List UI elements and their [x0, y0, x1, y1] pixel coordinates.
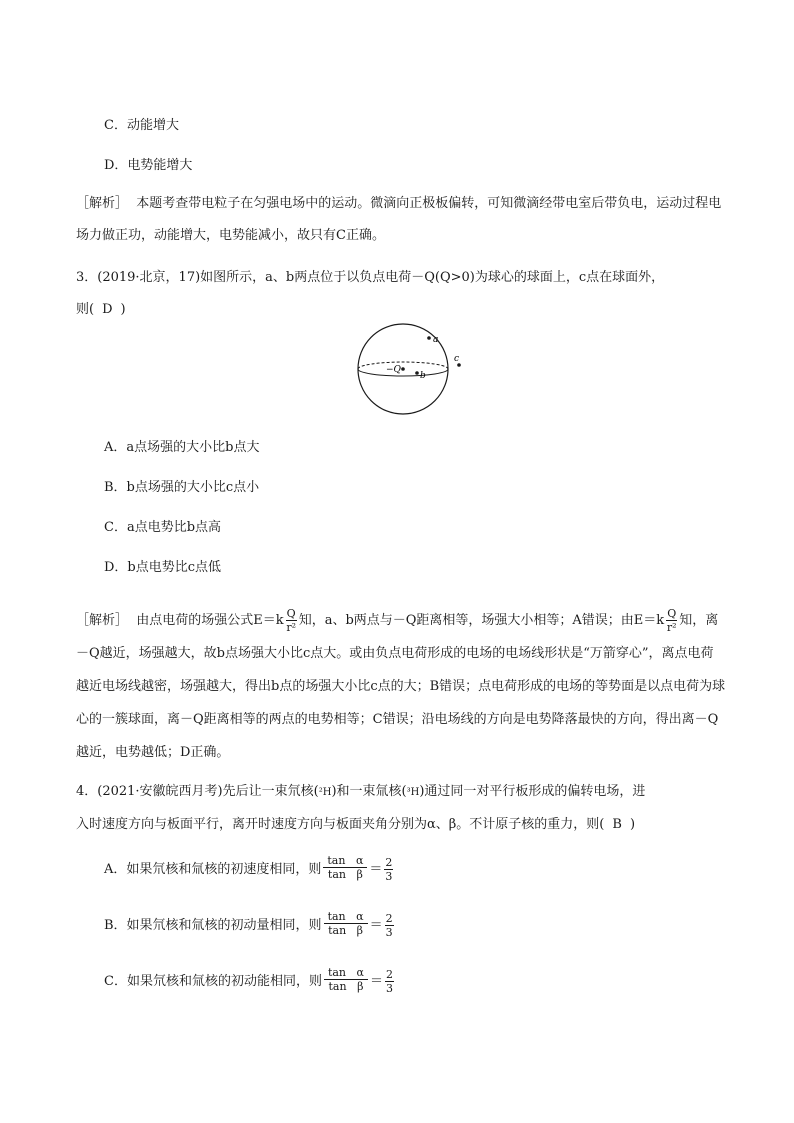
analysis-text-1: 由点电荷的场强公式E＝k [136, 613, 284, 628]
analysis-label: ［解析］ [76, 196, 129, 211]
q2-option-c: C．动能增大 [104, 118, 179, 133]
label-b: b [420, 371, 426, 381]
tan-ratio: $\frac{\text{tan α}}{\text{tan β}}$ [324, 910, 368, 937]
q4-stem-part2: )和一束氚核( [331, 784, 407, 799]
q3-stem-line1: 3．(2019·北京，17)如图所示，a、b两点位于以负点电荷－Q(Q>0)为球心的球面上，c点在球面外， [76, 270, 665, 285]
fraction-q-over-r2: $\frac{Q}{\text{r²}}$ [286, 607, 296, 634]
label-a: a [433, 335, 439, 345]
q4-option-a [104, 856, 395, 884]
analysis-text-3: k [656, 613, 665, 628]
q4-option-b [104, 912, 396, 940]
point-a-dot [427, 336, 431, 340]
sphere-diagram [340, 322, 470, 422]
ratio-value: $\frac{2}{3}$ [385, 856, 393, 883]
q2-analysis [76, 188, 726, 252]
equals-sign: ＝ [369, 974, 383, 989]
ratio-value: $\frac{2}{3}$ [385, 912, 393, 939]
q3-option-a: A．a点场强的大小比b点大 [104, 440, 260, 455]
q3-option-d: D．b点电势比c点低 [104, 560, 222, 575]
q2-option-d: D．电势能增大 [104, 158, 193, 173]
q4-answer: B [612, 817, 622, 832]
q4-stem-part1: 4．(2021·安徽皖西月考)先后让一束氘核( [76, 784, 319, 799]
tan-ratio: $\frac{\text{tan α}}{\text{tan β}}$ [323, 854, 367, 881]
q4-stem [76, 776, 726, 841]
option-text: A．如果氘核和氚核的初速度相同，则 [104, 862, 322, 877]
tan-ratio: $\frac{\text{tan α}}{\text{tan β}}$ [324, 966, 368, 993]
q4-stem-part3: )通过同一对平行板形成的偏转电场，进 [419, 784, 646, 799]
q3-option-b: B．b点场强的大小比c点小 [104, 480, 260, 495]
equals-sign: ＝ [369, 918, 383, 933]
q3-stem-prefix: 则( [76, 302, 95, 317]
triton-symbol: ³H [406, 787, 420, 798]
deuteron-symbol: ²H [318, 787, 332, 798]
q3-option-c: C．a点电势比b点高 [104, 520, 222, 535]
label-q: −Q [386, 365, 401, 375]
point-b-dot [415, 371, 419, 375]
q4-stem-line2: 入时速度方向与板面平行，离开时速度方向与板面夹角分别为α、β。不计原子核的重力，则( [76, 817, 605, 832]
equals-sign: ＝ [369, 862, 383, 877]
q4-option-c [104, 968, 396, 996]
q3-answer: D [102, 302, 113, 317]
option-text: B．如果氘核和氚核的初动量相同，则 [104, 918, 322, 933]
fraction-q-over-r2-second: $\frac{Q}{\text{r²}}$ [666, 607, 677, 634]
ratio-value: $\frac{2}{3}$ [385, 968, 393, 995]
analysis-text-2: 知，a、b两点与－Q距离相等，场强大小相等；A错误；由E＝ [298, 613, 657, 628]
analysis-label: ［解析］ [76, 613, 129, 628]
analysis-text-4: 知，离－Q越近，场强越大，故b点场强大小比c点大。或由负点电荷形成的电场的电场线形状是“万箭穿心”，离点电荷越近电场线越密，场强越大，得出b点的场强大小比c点的大；B错误；点电荷形成的电场的等势面是以点电荷为球心的一簇球面，离－Q距离相等的两点的电势相等；C错误；沿电场线的方向是电势降落最快的方向，得出离－Q越近，电势越低；D正确。 [76, 613, 726, 760]
q3-stem [76, 262, 726, 326]
q4-stem-suffix: ) [629, 817, 636, 832]
q3-analysis [76, 604, 726, 769]
center-charge-dot [401, 367, 405, 371]
analysis-text: 本题考查带电粒子在匀强电场中的运动。微滴向正极板偏转，可知微滴经带电室后带负电，运动过程电场力做正功，动能增大，电势能减小，故只有C正确。 [76, 196, 722, 243]
q3-stem-suffix: ) [120, 302, 126, 317]
label-c: c [454, 354, 460, 364]
option-text: C．如果氘核和氚核的初动能相同，则 [104, 974, 322, 989]
